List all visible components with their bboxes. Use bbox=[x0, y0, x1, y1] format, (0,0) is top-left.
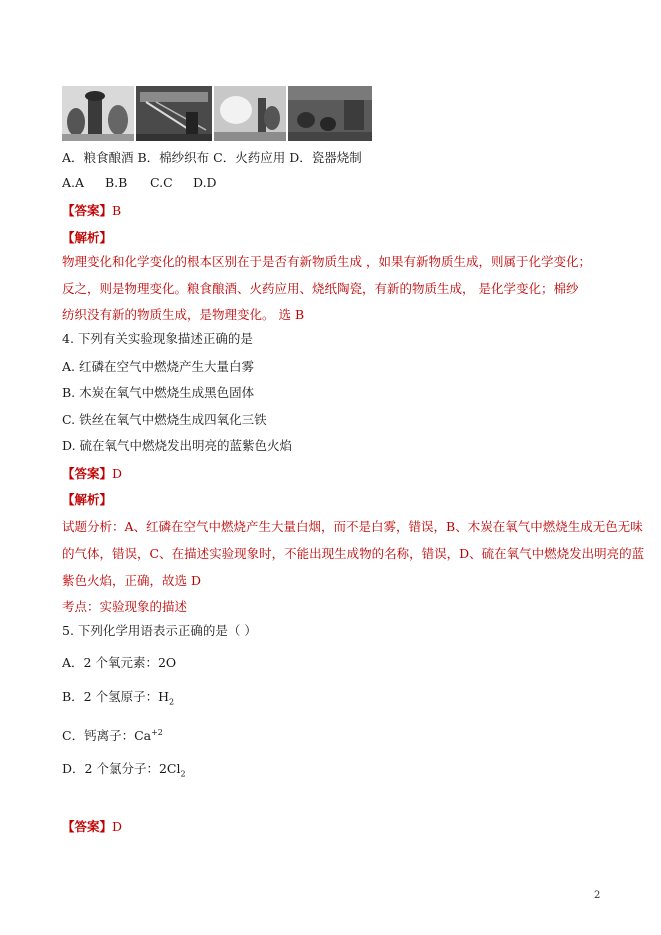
grain-wine-brewing-image bbox=[62, 86, 134, 141]
answer-value: D bbox=[112, 819, 123, 834]
answer-label: 【答案】 bbox=[62, 466, 113, 481]
answer-label: 【答案】 bbox=[62, 203, 113, 218]
q4-analysis-line-3: 紫色火焰，正确，故选 D bbox=[62, 573, 201, 588]
q4-analysis-label: 【解析】 bbox=[62, 492, 113, 507]
page-number: 2 bbox=[594, 890, 601, 901]
answer-label: 【答案】 bbox=[62, 819, 113, 834]
answer-value: B bbox=[112, 203, 122, 218]
q4-kaodian: 考点：实验现象的描述 bbox=[62, 599, 188, 614]
choice-b[interactable]: B.B bbox=[105, 175, 128, 190]
q3-analysis-line-1: 物理变化和化学变化的根本区别在于是否有新物质生成 ，如果有新物质生成，则属于化学变化； bbox=[62, 254, 591, 269]
choice-d[interactable]: D.D bbox=[193, 175, 217, 190]
q3-option-captions: A．粮食酿酒 B．棉纱织布 C．火药应用 D．瓷器烧制 bbox=[62, 150, 362, 165]
q4-option-a[interactable]: A. 红磷在空气中燃烧产生大量白雾 bbox=[62, 359, 254, 374]
q5-option-b[interactable] bbox=[62, 688, 174, 711]
porcelain-firing-image bbox=[288, 86, 372, 141]
gunpowder-use-image bbox=[214, 86, 286, 141]
answer-value: D bbox=[112, 466, 123, 481]
q3-analysis-line-3: 纺织没有新的物质生成，是物理变化。 选 B bbox=[62, 307, 305, 322]
q4-option-c[interactable]: C. 铁丝在氧气中燃烧生成四氧化三铁 bbox=[62, 412, 267, 427]
q5-option-d-text: D．2 个氯分子：2Cl bbox=[62, 761, 181, 776]
q5-option-b-text: B．2 个氢原子：H bbox=[62, 689, 170, 704]
q5-option-c-superscript: +2 bbox=[151, 728, 163, 737]
q5-option-d-subscript: 2 bbox=[180, 769, 186, 779]
q5-stem: 5. 下列化学用语表示正确的是（ ） bbox=[62, 623, 257, 638]
q5-option-c-text: C．钙离子：Ca bbox=[62, 728, 152, 744]
cotton-weaving-image bbox=[136, 86, 212, 141]
q4-analysis-line-1: 试题分析：A、红磷在空气中燃烧产生大量白烟，而不是白雾，错误，B、木炭在氧气中燃烧生成无色无味 bbox=[62, 519, 643, 534]
q5-answer bbox=[62, 817, 122, 835]
q3-answer bbox=[62, 201, 121, 219]
q4-option-d[interactable]: D. 硫在氧气中燃烧发出明亮的蓝紫色火焰 bbox=[62, 438, 293, 453]
q5-option-b-subscript: 2 bbox=[169, 697, 175, 707]
q4-analysis-line-2: 的气体，错误，C、在描述实验现象时，不能出现生成物的名称，错误，D、硫在氧气中燃烧发出明亮的蓝 bbox=[62, 546, 645, 561]
q5-option-a[interactable]: A．2 个氧元素：2O bbox=[62, 655, 177, 670]
q5-option-d[interactable] bbox=[62, 760, 186, 783]
q4-answer bbox=[62, 464, 122, 482]
q4-stem: 4. 下列有关实验现象描述正确的是 bbox=[62, 331, 253, 346]
q5-option-c[interactable] bbox=[62, 724, 163, 744]
q3-analysis-label: 【解析】 bbox=[62, 230, 113, 245]
choice-c[interactable]: C.C bbox=[150, 175, 173, 190]
q4-option-b[interactable]: B. 木炭在氧气中燃烧生成黑色固体 bbox=[62, 385, 255, 400]
q3-analysis-line-2: 反之，则是物理变化。粮食酿酒、火药应用、烧纸陶瓷，有新的物质生成， 是化学变化；棉纱 bbox=[62, 281, 579, 296]
choice-a[interactable]: A.A bbox=[62, 175, 85, 190]
